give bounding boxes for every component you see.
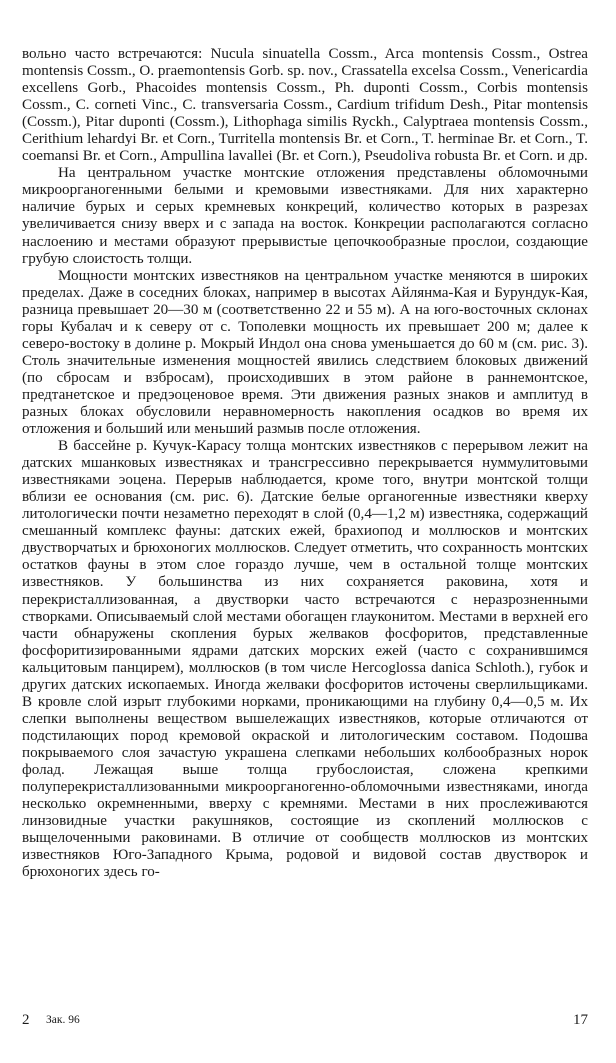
page-number: 17 <box>573 1012 588 1028</box>
paragraph-kuchuk-karasu: В бассейне р. Кучук-Карасу толща монтских известняков с перерывом лежит на датских мшанковых известняках и трансгрессивно перекрывается нуммулитовыми известняками эоцена. Перерыв наблюдается, кроме того, внутри монтской толщи вблизи ее основания (см. рис. 6). Датские белые органогенные известняки кверху литологически почти незаметно переходят в слой (0,4—1,2 м) известняка, содержащий смешанный комплекс фауны: датских ежей, брахиопод и моллюсков и монтских двустворчатых и брюхоногих моллюсков. Следует отметить, что сохранность монтских остатков фауны в этом слое гораздо лучше, чем в остальной толще монтских известняков. У большинства из них сохраняется раковина, хотя и перекристаллизованная, а двустворки часто встречаются с неразрозненными створками. Описываемый слой местами обогащен глауконитом. Местами в верхней его части обнаружены скопления бурых желваков фосфоритов, представленные фосфоритизированными ядрами датских морских ежей (часто с сохранившимся кальцитовым панцирем), моллюсков (в том числе Hercoglossa danica Schloth.), губок и других датских ископаемых. Иногда желваки фосфоритов источены сверлильщиками. В кровле слой изрыт глубокими норками, проникающими на глубину 0,4—0,5 м. Их слепки выполнены веществом вышележащих известняков, которые отличаются от подстилающих пород кремовой окраской и литологическим составом. Подошва покрываемого слоя зачастую украшена слепками небольших колбообразных норок фолад. Лежащая выше толща грубослоистая, сложена крепкими полуперекристаллизованными микроорганогенно-обломочными известняками, иногда несколько окремненными, вверху с кремнями. Местами в них прослеживаются линзовидные участки ракушняков, состоящие из скоплений моллюсков с выщелоченными раковинами. В отличие от сообществ моллюсков из монтских известняков Юго-Западного Крыма, родовой и видовой состав двустворок и брюхоногих здесь го- <box>22 438 588 881</box>
signature-mark: 2 <box>22 1012 30 1028</box>
page-footer <box>22 1012 588 1032</box>
signature-note: Зак. 96 <box>46 1014 80 1026</box>
paragraph-thickness: Мощности монтских известняков на центральном участке меняются в широких пределах. Даже в соседних блоках, например в высотах Айлянма-Кая и Бурундук-Кая, разница превышает 20—30 м (соответственно 22 и 55 м). А на юго-восточных склонах горы Кубалач и к северу от с. Тополевки мощность их превышает 200 м; далее к северо-востоку в долине р. Мокрый Индол она снова уменьшается до 60 м (см. рис. 3). Столь значительные изменения мощностей явились следствием блоковых движений (по сбросам и взбросам), происходивших в этом районе в раннемонтское, предтанетское и предэоценовое время. Эти движения разных знаков и амплитуд в разных блоках обусловили неравномерность накопления осадков во время их отложения и больший или меньший размыв после отложения. <box>22 267 588 438</box>
paragraph-central-section: На центральном участке монтские отложения представлены обломочными микроорганогенными белыми и кремовыми известняками. Для них характерно наличие бурых и серых кремневых конкреций, количество которых в разрезах увеличивается снизу вверх и с запада на восток. Конкреции располагаются согласно наслоению и местами образуют прерывистые цепочкообразные прослои, создающие грубую слоистость толщи. <box>22 165 588 267</box>
paragraph-fauna-list: вольно часто встречаются: Nucula sinuatella Cossm., Arca montensis Cossm., Ostrea montensis Cossm., O. praemontensis Gorb. sp. nov., Crassatella excelsa Cossm., Venericardia excellens Gorb., Phacoides montensis Cossm., Ph. duponti Cossm., Corbis montensis Cossm., C. corneti Vinc., C. transversaria Cossm., Cardium trifidum Desh., Pitar montensis (Cossm.), Pitar duponti (Cossm.), Lithophaga similis Ryckh., Calyptraea montensis Cossm., Cerithium lehardyi Br. et Corn., Turritella montensis Br. et Corn., T. herminae Br. et Corn., T. coemansi Br. et Corn., Ampullina lavallei (Br. et Corn.), Pseudoliva robusta Br. et Corn. и др. <box>22 46 588 165</box>
page-text <box>22 46 588 881</box>
